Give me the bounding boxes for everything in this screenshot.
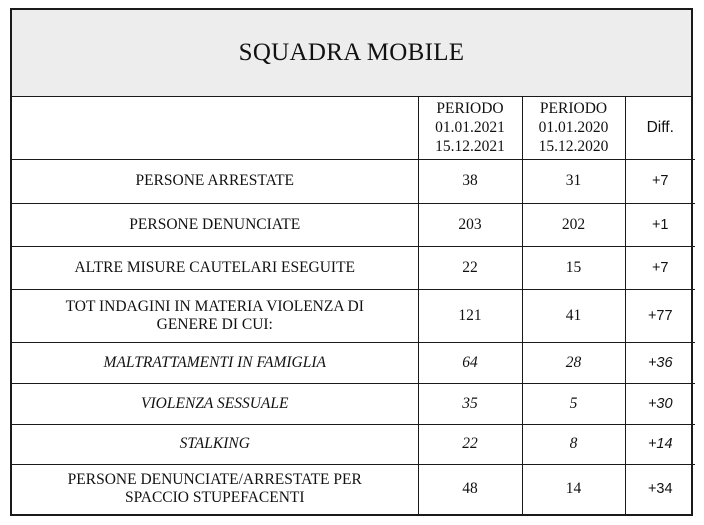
table-row bbox=[12, 383, 695, 424]
value-2020: 5 bbox=[522, 383, 625, 424]
value-2021: 121 bbox=[418, 289, 522, 342]
value-diff: +7 bbox=[625, 246, 695, 289]
table-row bbox=[12, 424, 695, 464]
value-diff: +7 bbox=[625, 159, 695, 203]
header-empty-cell bbox=[12, 97, 418, 159]
row-label-line: GENERE DI CUI: bbox=[156, 315, 273, 333]
table-row bbox=[12, 159, 695, 203]
value-2021: 22 bbox=[418, 246, 522, 289]
value-diff: +34 bbox=[647, 481, 673, 498]
value-2020: 31 bbox=[522, 159, 625, 203]
row-label: ALTRE MISURE CAUTELARI ESEGUITE bbox=[12, 246, 418, 289]
table-title: SQUADRA MOBILE bbox=[12, 10, 691, 97]
value-diff: +30 bbox=[625, 383, 695, 424]
table-row bbox=[12, 342, 695, 383]
row-label bbox=[12, 464, 418, 514]
table-row bbox=[12, 464, 695, 514]
table-row bbox=[12, 289, 695, 342]
value-2020: 14 bbox=[522, 464, 625, 514]
row-label bbox=[12, 289, 418, 342]
report-table-frame bbox=[10, 8, 693, 516]
row-label: PERSONE ARRESTATE bbox=[12, 159, 418, 203]
header-2020-line: PERIODO bbox=[539, 100, 608, 118]
value-2020: 8 bbox=[522, 424, 625, 464]
value-diff: +77 bbox=[625, 289, 695, 342]
value-diff: +36 bbox=[625, 342, 695, 383]
value-2020: 15 bbox=[522, 246, 625, 289]
row-label-line: TOT INDAGINI IN MATERIA VIOLENZA DI bbox=[65, 297, 364, 315]
value-diff: +14 bbox=[625, 424, 695, 464]
header-period-2021 bbox=[418, 97, 522, 159]
header-2021-line: 15.12.2021 bbox=[435, 138, 505, 156]
table-row bbox=[12, 203, 695, 246]
row-label: STALKING bbox=[12, 424, 418, 464]
statistics-table bbox=[12, 97, 695, 514]
value-2021: 35 bbox=[418, 383, 522, 424]
value-2020: 202 bbox=[522, 203, 625, 246]
value-2021: 64 bbox=[418, 342, 522, 383]
value-2021: 203 bbox=[418, 203, 522, 246]
row-label: VIOLENZA SESSUALE bbox=[12, 383, 418, 424]
row-label: MALTRATTAMENTI IN FAMIGLIA bbox=[12, 342, 418, 383]
value-2021: 48 bbox=[418, 464, 522, 514]
value-2021: 38 bbox=[418, 159, 522, 203]
header-2021-line: PERIODO bbox=[436, 100, 504, 118]
value-2020: 41 bbox=[522, 289, 625, 342]
header-period-2020 bbox=[522, 97, 625, 159]
value-diff: +1 bbox=[625, 203, 695, 246]
value-2020: 28 bbox=[522, 342, 625, 383]
table-row bbox=[12, 246, 695, 289]
value-2021: 22 bbox=[418, 424, 522, 464]
header-2020-line: 01.01.2020 bbox=[538, 119, 609, 137]
row-label: PERSONE DENUNCIATE bbox=[12, 203, 418, 246]
row-label-line: PERSONE DENUNCIATE/ARRESTATE PER bbox=[67, 471, 362, 489]
header-diff: Diff. bbox=[625, 97, 695, 159]
header-row bbox=[12, 97, 695, 159]
header-2020-line: 15.12.2020 bbox=[538, 138, 609, 156]
header-2021-line: 01.01.2021 bbox=[435, 119, 505, 137]
row-label-line: SPACCIO STUPEFACENTI bbox=[124, 489, 305, 507]
